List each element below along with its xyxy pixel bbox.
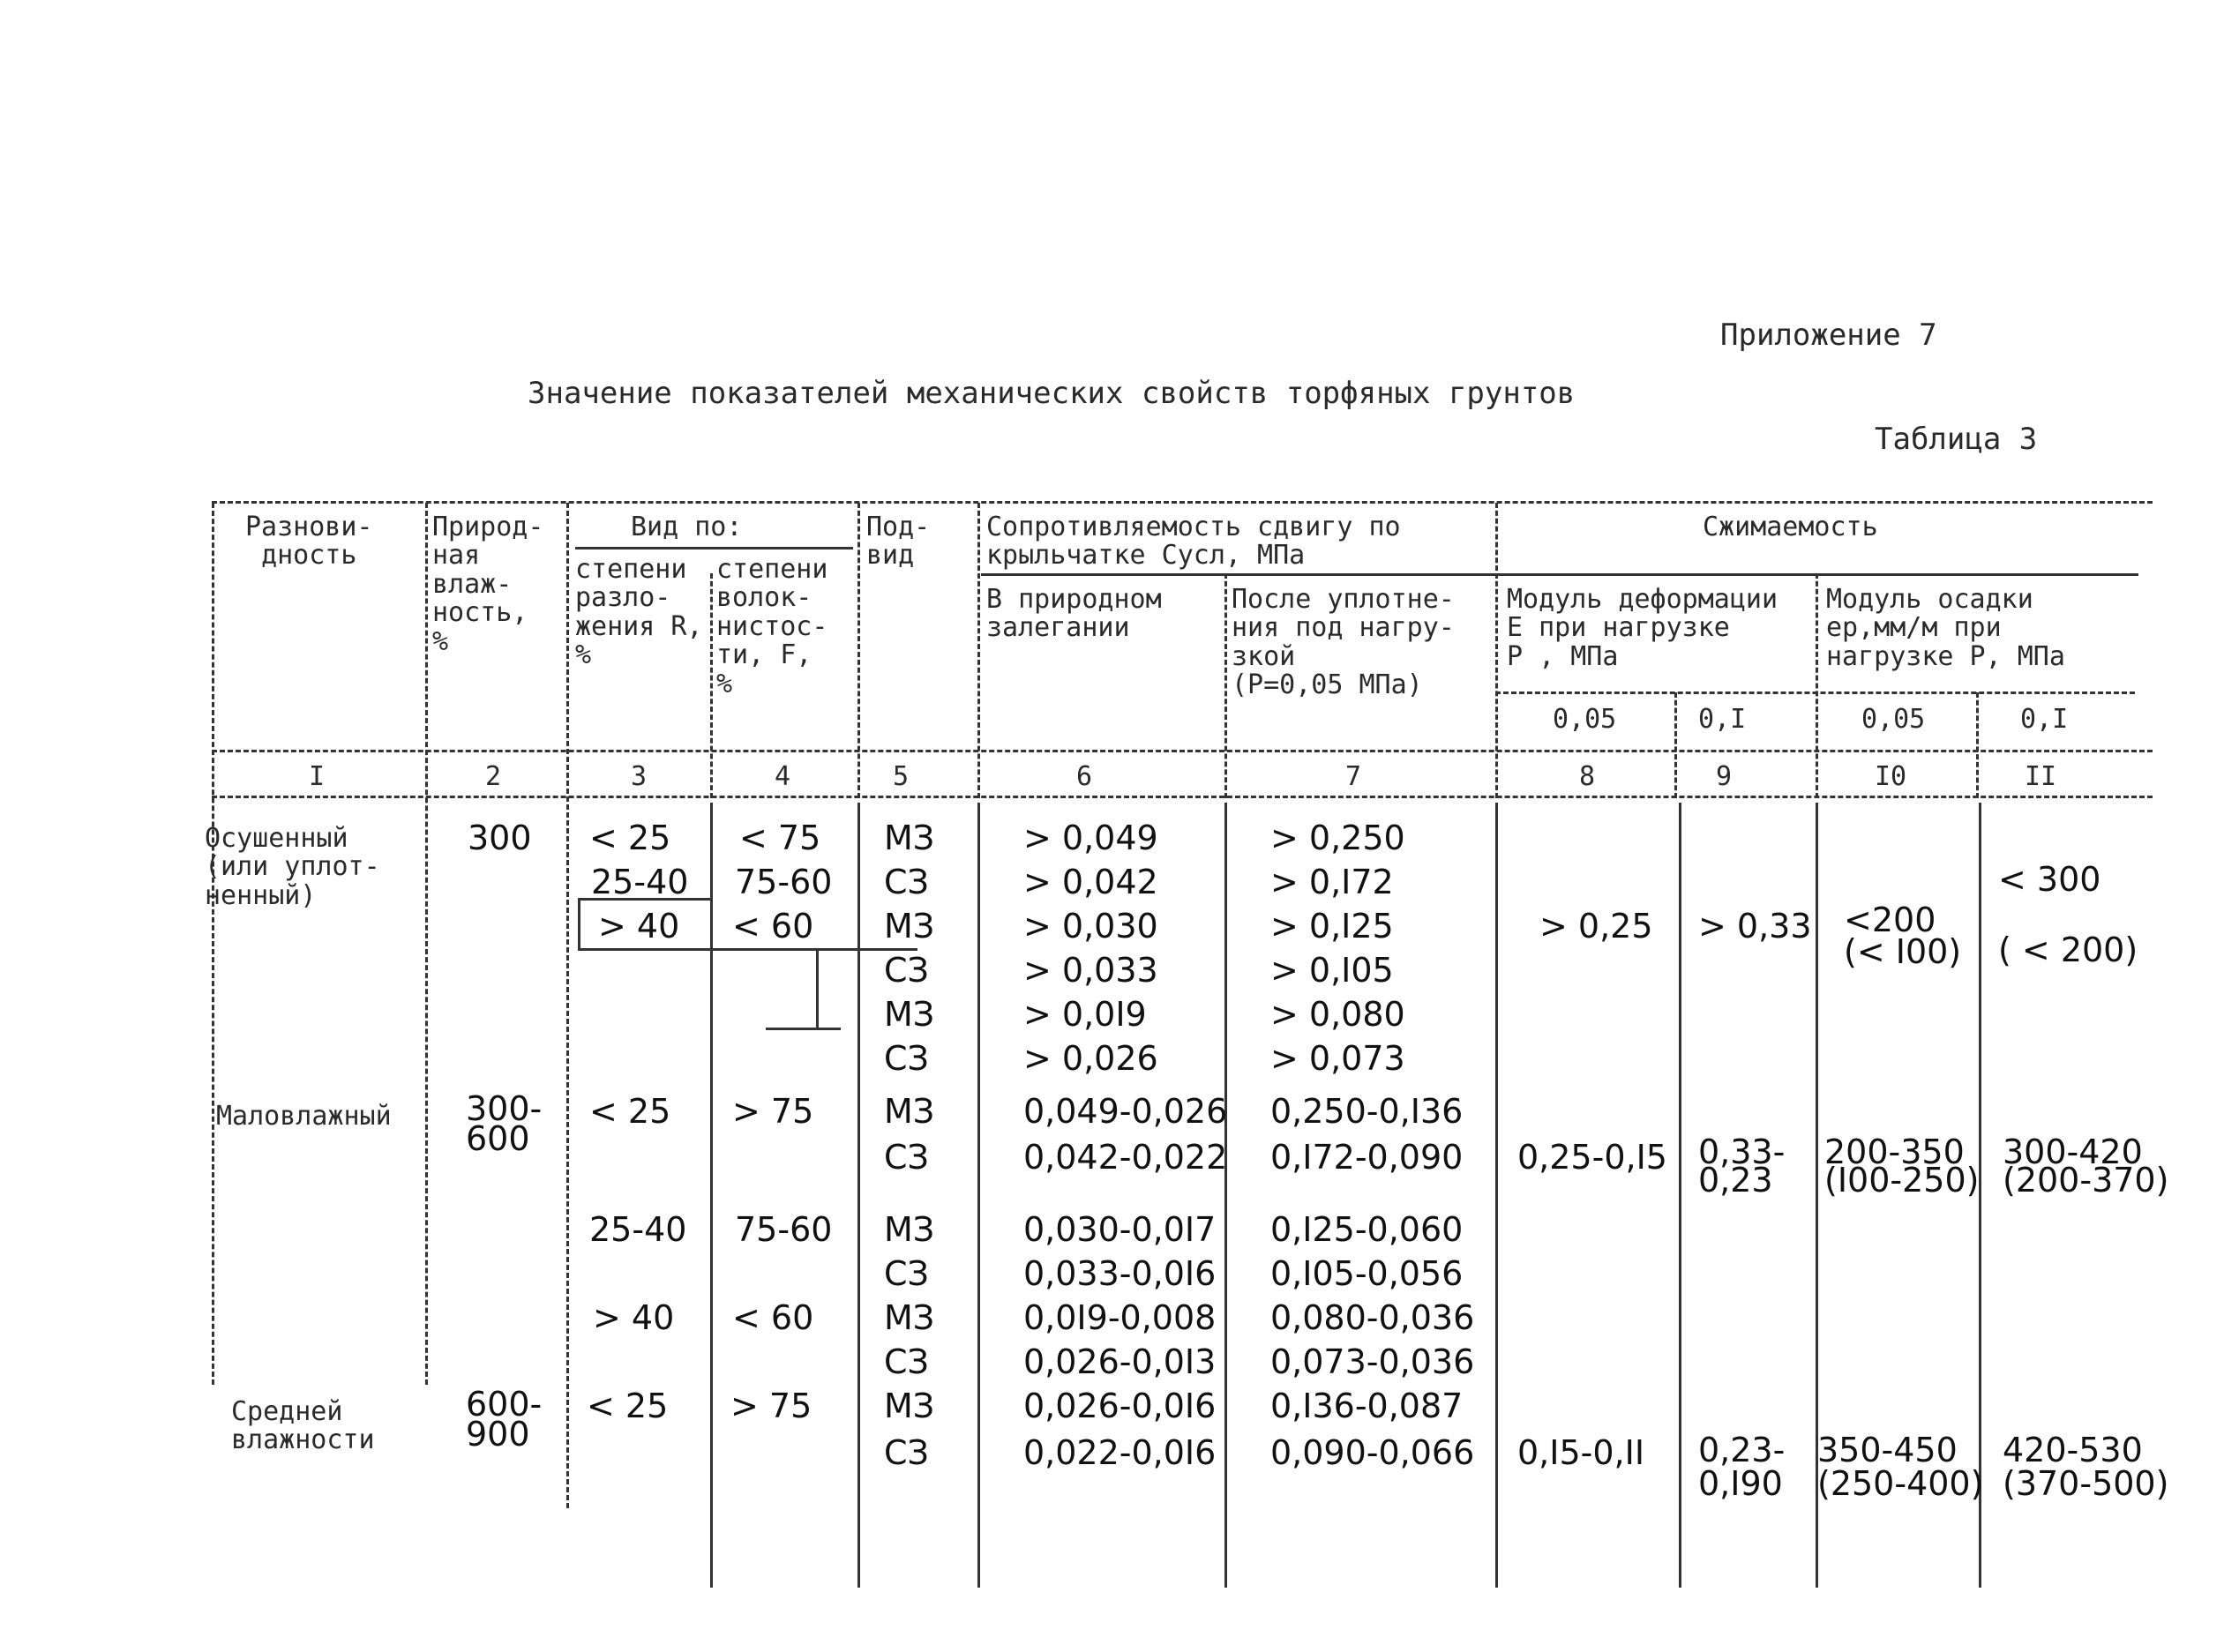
table-label: Таблица 3 <box>1875 422 2038 457</box>
group-label-dried: Осушенный (или уплот- ненный) <box>205 823 380 911</box>
cell-subtype: СЗ <box>884 951 929 990</box>
col-number-1: I <box>309 761 326 792</box>
cell-decomp: > 40 <box>598 907 680 946</box>
column-numbers-bottom <box>212 796 2153 798</box>
col-number-6: 6 <box>1076 761 1093 792</box>
cell-shear-compacted: > 0,073 <box>1270 1039 1405 1078</box>
cell-shear-compacted: 0,I36-0,087 <box>1270 1387 1464 1425</box>
cell-fiber: > 75 <box>730 1387 812 1425</box>
col-border-10 <box>1816 573 1818 798</box>
cell-shear-natural: > 0,049 <box>1023 819 1158 857</box>
cell-subtype: МЗ <box>884 1387 935 1425</box>
cell-shear-natural: > 0,026 <box>1023 1039 1158 1078</box>
cell-decomp: 25-40 <box>591 863 689 901</box>
cell-shear-natural: 0,026-0,0I3 <box>1023 1342 1217 1381</box>
col-border-8b <box>1495 803 1498 1588</box>
cell-fiber: < 75 <box>739 819 821 857</box>
header-load-11: 0,I <box>2020 704 2069 735</box>
col-border-4b <box>710 803 713 1588</box>
group3-settlement-01: 420-530 (370-500) <box>2003 1431 2169 1503</box>
column-numbers-top <box>212 750 2153 752</box>
col-border-5b <box>857 803 860 1588</box>
cell-decomp: < 25 <box>587 1387 669 1425</box>
col-border-9b <box>1679 803 1681 1588</box>
group-moisture-low: 300- 600 <box>466 1089 543 1159</box>
col-border-11 <box>1976 692 1979 798</box>
header-settlement-modulus: Модуль осадки ер,мм/м при нагрузке Р, МПа <box>1826 584 2065 672</box>
arrow-line-mid <box>578 948 917 951</box>
col-border-6b <box>977 803 980 1588</box>
cell-shear-compacted: 0,I25-0,060 <box>1270 1210 1464 1249</box>
header-compacted: После уплотне- ния под нагру- зкой (Р=0,05 МПа) <box>1232 584 1455 701</box>
table-top-border <box>212 501 2153 504</box>
cell-shear-compacted: 0,I05-0,056 <box>1270 1254 1464 1293</box>
cell-subtype: МЗ <box>884 1092 935 1131</box>
shear-compress-underline <box>981 573 2138 576</box>
cell-shear-natural: 0,026-0,0I6 <box>1023 1387 1217 1425</box>
header-compressibility: Сжимаемость <box>1703 512 1878 542</box>
cell-shear-compacted: 0,250-0,I36 <box>1270 1092 1464 1131</box>
group1-deformation-01: > 0,33 <box>1698 907 1812 946</box>
col-border-6 <box>977 503 980 798</box>
cell-shear-natural: 0,049-0,026 <box>1023 1092 1228 1131</box>
cell-fiber: > 75 <box>732 1092 814 1131</box>
cell-shear-compacted: 0,090-0,066 <box>1270 1433 1475 1472</box>
cell-shear-natural: 0,042-0,022 <box>1023 1138 1228 1177</box>
cell-decomp: 25-40 <box>589 1210 687 1249</box>
cell-shear-natural: 0,0I9-0,008 <box>1023 1298 1217 1337</box>
group1-settlement-005: <200 (< I00) <box>1844 901 1962 972</box>
header-load-10: 0,05 <box>1861 704 1926 735</box>
cell-subtype: СЗ <box>884 1433 929 1472</box>
cell-subtype: СЗ <box>884 1138 929 1177</box>
header-load-8: 0,05 <box>1553 704 1617 735</box>
cell-subtype: МЗ <box>884 907 935 946</box>
group3-deformation-01: 0,23- 0,I90 <box>1698 1431 1786 1503</box>
col-number-5: 5 <box>893 761 910 792</box>
header-fibrousness: степени волок- нистос- ти, F, % <box>716 554 828 699</box>
cell-shear-natural: > 0,030 <box>1023 907 1158 946</box>
cell-fiber: 75-60 <box>735 1210 833 1249</box>
cell-subtype: МЗ <box>884 819 935 857</box>
col-number-11: II <box>2025 761 2057 792</box>
header-load-9: 0,I <box>1698 704 1747 735</box>
cell-decomp: < 25 <box>589 819 671 857</box>
group2-deformation-01: 0,33- 0,23 <box>1698 1132 1786 1200</box>
col-number-10: I0 <box>1875 761 1907 792</box>
col-border-7 <box>1224 573 1227 798</box>
cell-subtype: МЗ <box>884 1298 935 1337</box>
cell-shear-natural: 0,030-0,0I7 <box>1023 1210 1217 1249</box>
arrow-line-down <box>816 948 819 1028</box>
col-number-2: 2 <box>485 761 502 792</box>
page-title: Значение показателей механических свойств торфяных грунтов <box>528 376 1576 411</box>
cell-subtype: СЗ <box>884 1039 929 1078</box>
cell-subtype: МЗ <box>884 1210 935 1249</box>
cell-decomp: < 25 <box>589 1092 671 1131</box>
cell-shear-compacted: > 0,250 <box>1270 819 1405 857</box>
group2-deformation-005: 0,25-0,I5 <box>1517 1138 1667 1177</box>
cell-subtype: СЗ <box>884 1254 929 1293</box>
group-label-low-moisture: Маловлажный <box>216 1101 392 1132</box>
group2-settlement-005: 200-350 (I00-250) <box>1824 1132 1980 1200</box>
col-number-3: 3 <box>631 761 648 792</box>
col-border-2 <box>425 503 428 1385</box>
cell-subtype: СЗ <box>884 863 929 901</box>
cell-shear-compacted: > 0,I05 <box>1270 951 1394 990</box>
col-number-4: 4 <box>775 761 791 792</box>
group1-settlement-01: < 300 ( < 200) <box>1998 860 2138 969</box>
appendix-label: Приложение 7 <box>1720 318 1937 353</box>
cell-shear-compacted: > 0,I25 <box>1270 907 1394 946</box>
header-shear-group: Сопротивляемость сдвигу по крыльчатке Сусл, МПа <box>986 512 1401 572</box>
cell-fiber: 75-60 <box>735 863 833 901</box>
col-border-8 <box>1495 503 1498 798</box>
header-type-group: Вид по: <box>631 512 743 542</box>
cell-subtype: МЗ <box>884 995 935 1034</box>
col-border-4 <box>710 573 713 798</box>
header-deformation-modulus: Модуль деформации Е при нагрузке Р , МПа <box>1507 584 1778 672</box>
cell-shear-natural: 0,033-0,0I6 <box>1023 1254 1217 1293</box>
type-group-underline <box>575 547 853 549</box>
col-number-8: 8 <box>1579 761 1596 792</box>
cell-shear-compacted: 0,I72-0,090 <box>1270 1138 1464 1177</box>
group-label-medium-moisture: Средней влажности <box>231 1396 375 1456</box>
col-border-1 <box>212 503 214 1385</box>
arrow-line-bottom <box>766 1028 841 1030</box>
cell-shear-natural: 0,022-0,0I6 <box>1023 1433 1217 1472</box>
col-number-7: 7 <box>1345 761 1362 792</box>
group3-settlement-005: 350-450 (250-400) <box>1817 1431 1984 1503</box>
cell-shear-natural: > 0,042 <box>1023 863 1158 901</box>
group2-settlement-01: 300-420 (200-370) <box>2003 1132 2169 1200</box>
col-border-3 <box>566 503 569 1508</box>
header-variety: Разнови- дность <box>245 512 373 572</box>
col-number-9: 9 <box>1716 761 1733 792</box>
group-moisture-medium: 600- 900 <box>466 1385 543 1454</box>
group3-deformation-005: 0,I5-0,II <box>1517 1433 1645 1472</box>
group1-deformation-005: > 0,25 <box>1539 907 1653 946</box>
cell-shear-natural: > 0,0I9 <box>1023 995 1147 1034</box>
header-natural: В природном залегании <box>986 584 1162 644</box>
cell-shear-compacted: > 0,080 <box>1270 995 1405 1034</box>
cell-shear-compacted: > 0,I72 <box>1270 863 1394 901</box>
cell-subtype: СЗ <box>884 1342 929 1381</box>
header-moisture: Природ- ная влаж- ность, % <box>432 512 544 657</box>
header-decomposition: степени разло- жения R, % <box>575 554 703 671</box>
arrow-line-left <box>578 898 580 949</box>
cell-fiber: < 60 <box>732 907 814 946</box>
cell-shear-compacted: 0,073-0,036 <box>1270 1342 1475 1381</box>
cell-shear-natural: > 0,033 <box>1023 951 1158 990</box>
group-moisture-dried: 300 <box>468 819 532 857</box>
col-border-9 <box>1674 692 1677 798</box>
cell-decomp: > 40 <box>593 1298 675 1337</box>
header-subtype: Под- вид <box>866 512 931 572</box>
cell-fiber: < 60 <box>732 1298 814 1337</box>
cell-shear-compacted: 0,080-0,036 <box>1270 1298 1475 1337</box>
col-border-5 <box>857 503 860 798</box>
col-border-7b <box>1224 803 1227 1588</box>
